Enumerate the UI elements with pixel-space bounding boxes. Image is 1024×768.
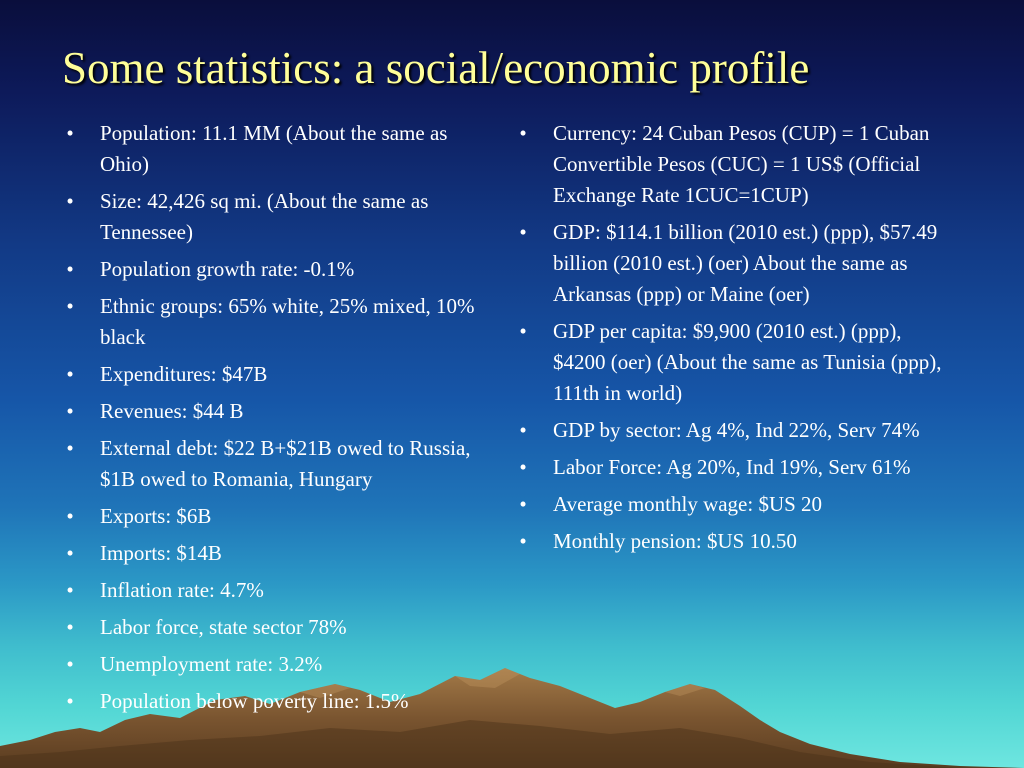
bullet-icon: • bbox=[66, 189, 74, 213]
bullet-text: Inflation rate: 4.7% bbox=[100, 578, 264, 602]
bullet-item-currency bbox=[513, 118, 953, 211]
bullet-text: Average monthly wage: $US 20 bbox=[553, 492, 823, 516]
bullet-text: GDP per capita: $9,900 (2010 est.) (ppp), $4200 (oer) (About the same as Tunisia (ppp), 111th in world) bbox=[553, 319, 942, 405]
bullet-item-population bbox=[60, 118, 480, 180]
bullet-icon: • bbox=[66, 121, 74, 145]
slide-title: Some statistics: a social/economic profile bbox=[62, 43, 810, 93]
bullet-item-population-growth bbox=[60, 254, 480, 285]
bullet-item-unemployment bbox=[60, 649, 480, 680]
bullet-icon: • bbox=[519, 121, 527, 145]
bullet-item-gdp-per-capita bbox=[513, 316, 953, 409]
bullet-icon: • bbox=[66, 541, 74, 565]
right-bullet-list bbox=[513, 118, 953, 563]
bullet-item-inflation bbox=[60, 575, 480, 606]
bullet-text: Population growth rate: -0.1% bbox=[100, 257, 355, 281]
left-bullet-list bbox=[60, 118, 480, 723]
bullet-item-gdp bbox=[513, 217, 953, 310]
bullet-icon: • bbox=[66, 504, 74, 528]
bullet-icon: • bbox=[519, 319, 527, 343]
bullet-icon: • bbox=[66, 578, 74, 602]
bullet-text: Imports: $14B bbox=[100, 541, 222, 565]
bullet-item-ethnic-groups bbox=[60, 291, 480, 353]
bullet-item-labor-force-state bbox=[60, 612, 480, 643]
bullet-text: Labor Force: Ag 20%, Ind 19%, Serv 61% bbox=[553, 455, 911, 479]
bullet-text: Currency: 24 Cuban Pesos (CUP) = 1 Cuban Convertible Pesos (CUC) = 1 US$ (Official Exchange Rate 1CUC=1CUP) bbox=[553, 121, 930, 207]
bullet-text: Revenues: $44 B bbox=[100, 399, 244, 423]
bullet-text: Expenditures: $47B bbox=[100, 362, 268, 386]
bullet-item-poverty bbox=[60, 686, 480, 717]
bullet-item-external-debt bbox=[60, 433, 480, 495]
bullet-item-expenditures bbox=[60, 359, 480, 390]
bullet-text: External debt: $22 B+$21B owed to Russia, $1B owed to Romania, Hungary bbox=[100, 436, 471, 491]
bullet-text: Population below poverty line: 1.5% bbox=[100, 689, 409, 713]
bullet-icon: • bbox=[519, 418, 527, 442]
bullet-text: Monthly pension: $US 10.50 bbox=[553, 529, 797, 553]
bullet-item-monthly-wage bbox=[513, 489, 953, 520]
bullet-icon: • bbox=[66, 294, 74, 318]
bullet-icon: • bbox=[519, 220, 527, 244]
bullet-item-imports bbox=[60, 538, 480, 569]
bullet-text: Ethnic groups: 65% white, 25% mixed, 10% black bbox=[100, 294, 475, 349]
bullet-item-labor-force-sector bbox=[513, 452, 953, 483]
bullet-icon: • bbox=[66, 257, 74, 281]
bullet-text: Labor force, state sector 78% bbox=[100, 615, 347, 639]
bullet-icon: • bbox=[519, 492, 527, 516]
bullet-text: GDP: $114.1 billion (2010 est.) (ppp), $57.49 billion (2010 est.) (oer) About the same as Arkansas (ppp) or Maine (oer) bbox=[553, 220, 938, 306]
bullet-icon: • bbox=[519, 455, 527, 479]
bullet-icon: • bbox=[66, 399, 74, 423]
bullet-text: GDP by sector: Ag 4%, Ind 22%, Serv 74% bbox=[553, 418, 920, 442]
bullet-icon: • bbox=[66, 652, 74, 676]
bullet-item-size bbox=[60, 186, 480, 248]
bullet-icon: • bbox=[519, 529, 527, 553]
bullet-icon: • bbox=[66, 362, 74, 386]
bullet-text: Exports: $6B bbox=[100, 504, 212, 528]
bullet-item-exports bbox=[60, 501, 480, 532]
bullet-text: Unemployment rate: 3.2% bbox=[100, 652, 323, 676]
bullet-text: Population: 11.1 MM (About the same as Ohio) bbox=[100, 121, 448, 176]
bullet-icon: • bbox=[66, 615, 74, 639]
bullet-item-monthly-pension bbox=[513, 526, 953, 557]
bullet-icon: • bbox=[66, 436, 74, 460]
bullet-icon: • bbox=[66, 689, 74, 713]
bullet-text: Size: 42,426 sq mi. (About the same as Tennessee) bbox=[100, 189, 429, 244]
bullet-item-gdp-by-sector bbox=[513, 415, 953, 446]
bullet-item-revenues bbox=[60, 396, 480, 427]
